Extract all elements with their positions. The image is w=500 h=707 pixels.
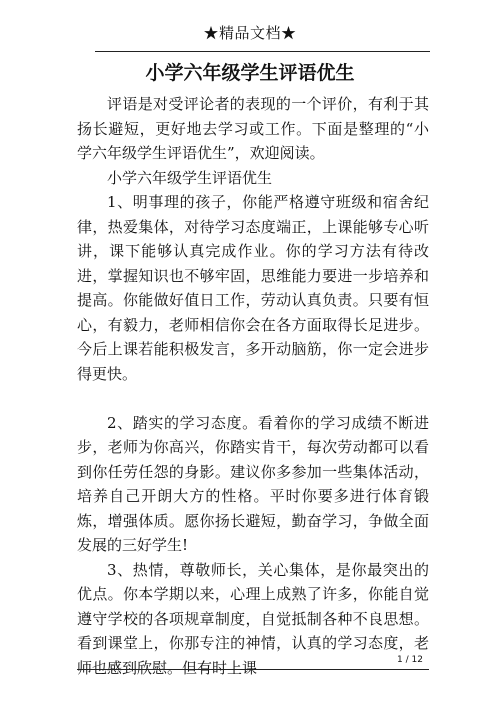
document-body xyxy=(77,92,429,680)
comment-paragraph-2: 2、踏实的学习态度。看着你的学习成绩不断进步，老师为你高兴，你踏实肯干，每次劳动都可以看到你任劳任怨的身影。建议你多参加一些集体活动，培养自己开朗大方的性格。平时你要多进行体育锻炼，增强体质。愿你扬长避短，勤奋学习，争做全面发展的三好学生! xyxy=(77,413,429,554)
document-title: 小学六年级学生评语优生 xyxy=(145,62,355,84)
section-heading: 小学六年级学生评语优生 xyxy=(107,168,273,187)
header-divider xyxy=(95,51,430,52)
intro-paragraph: 评语是对受评论者的表现的一个评价，有利于其扬长避短，更好地去学习或工作。下面是整理的“小学六年级学生评语优生”，欢迎阅读。 xyxy=(77,95,429,162)
page-number: 1 / 12 xyxy=(397,655,423,665)
footer-divider xyxy=(77,669,429,670)
comment-paragraph-1: 1、明事理的孩子，你能严格遵守班级和宿舍纪律，热爱集体，对待学习态度端正，上课能够专心听讲，课下能够认真完成作业。你的学习方法有待改进，掌握知识也不够牢固，思维能力要进一步培养和提高。你能做好值日工作，劳动认真负责。只要有恒心，有毅力，老师相信你会在各方面取得长足进步。今后上课若能积极发言，多开动脑筋，你一定会进步得更快。 xyxy=(77,193,429,383)
document-header: ★精品文档★ xyxy=(203,24,297,42)
comment-paragraph-3: 3、热情，尊敬师长，关心集体，是你最突出的优点。你本学期以来，心理上成熟了许多，你能自觉遵守学校的各项规章制度，自觉抵制各种不良思想。看到课堂上，你那专注的神情，认真的学习态度，老师也感到欣慰。但有时上课 xyxy=(77,560,429,677)
